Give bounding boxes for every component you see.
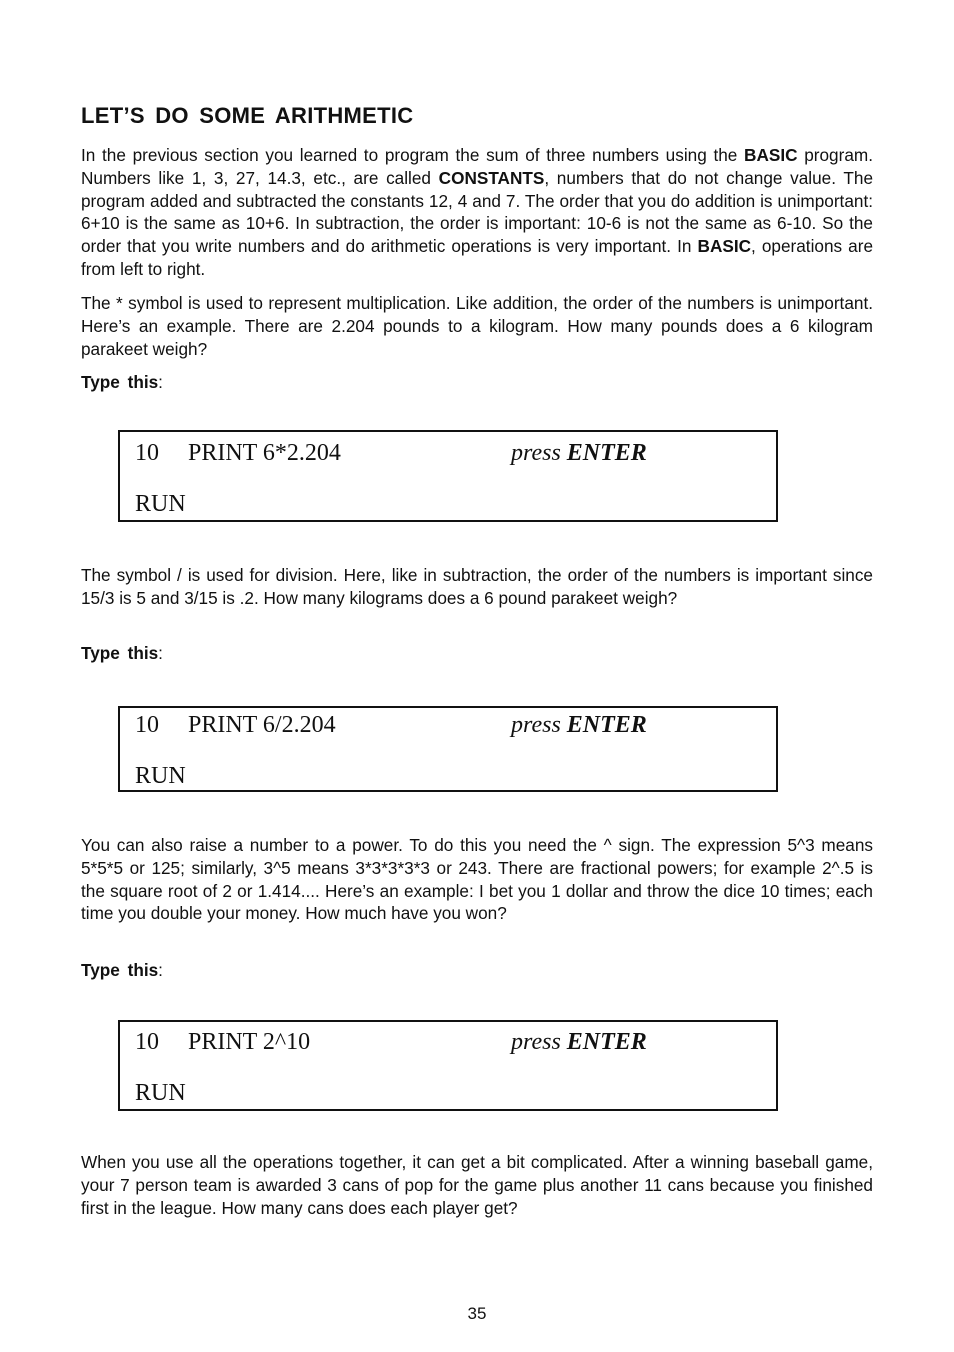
paragraph-multiplication: The * symbol is used to represent multiplication. Like addition, the order of the numbers is unimportant. Here’s an example. There are 2.204 pounds to a kilogram. How many pounds does a 6 kilogram parakeet weigh? bbox=[81, 293, 873, 359]
line-number: 10 bbox=[135, 1029, 159, 1055]
line-number: 10 bbox=[135, 440, 159, 466]
code-box-power bbox=[118, 1020, 778, 1111]
enter-key-label: ENTER bbox=[566, 1029, 647, 1055]
intro-text-c: program. Numbers like 1, 3, 27, 14.3, etc., are called bbox=[81, 145, 873, 188]
code-box-divide bbox=[118, 706, 778, 792]
enter-key-label: ENTER bbox=[566, 712, 647, 738]
basic-term: BASIC bbox=[744, 145, 798, 165]
paragraph-combined: When you use all the operations together, it can get a bit complicated. After a winning baseball game, your 7 person team is awarded 3 cans of pop for the game plus another 11 cans because you finished first in the league. How many cans does each player get? bbox=[81, 1152, 873, 1218]
paragraph-division: The symbol / is used for division. Here, like in subtraction, the order of the numbers is important since 15/3 is 5 and 3/15 is .2. How many kilograms does a 6 pound parakeet weigh? bbox=[81, 565, 873, 608]
type-this-label: Type this: bbox=[81, 960, 163, 980]
basic-term: BASIC bbox=[697, 236, 752, 257]
paragraph-intro bbox=[81, 144, 873, 281]
run-command: RUN bbox=[135, 763, 186, 789]
constants-term: CONSTANTS bbox=[438, 167, 545, 188]
paragraph-power: You can also raise a number to a power. To do this you need the ^ sign. The expression 5^3 means 5*5*5 or 125; similarly, 3^5 means 3*3*3*3*3 or 243. There are fractional powers; for example 2^.5 is the square root of 2 or 1.414.... Here’s an example: I bet you 1 dollar and throw the dice 10 times; each time you double your money. How much have you won? bbox=[81, 835, 873, 924]
type-this-label: Type this: bbox=[81, 372, 163, 392]
enter-key-label: ENTER bbox=[566, 440, 647, 466]
type-this-label: Type this: bbox=[81, 643, 163, 663]
intro-text-e: , operations are from left to right. bbox=[81, 236, 873, 279]
press-word: press bbox=[511, 440, 561, 466]
line-number: 10 bbox=[135, 712, 159, 738]
page-number: 35 bbox=[467, 1304, 487, 1323]
run-command: RUN bbox=[135, 1080, 186, 1106]
code-box-multiply bbox=[118, 430, 778, 522]
code-statement: PRINT 6*2.204 bbox=[188, 440, 341, 466]
code-statement: PRINT 6/2.204 bbox=[188, 712, 336, 738]
page-title: LET’S DO SOME ARITHMETIC bbox=[81, 103, 414, 128]
press-word: press bbox=[511, 712, 561, 738]
intro-text-d: , numbers that do not change value. The program added and subtracted the constants 12, 4 and 7. The order that you do addition is unimportant: 6+10 is the same as 10+6. In subtraction, the order is important: 10-6 is not the same as 6-10. So the order that you write numbers and do arithmetic operations is very important. In bbox=[81, 167, 873, 257]
code-statement: PRINT 2^10 bbox=[188, 1029, 311, 1055]
run-command: RUN bbox=[135, 491, 186, 517]
press-word: press bbox=[511, 1029, 561, 1055]
intro-text-a: In the previous section you learned to program the sum of three numbers using the bbox=[81, 145, 745, 165]
